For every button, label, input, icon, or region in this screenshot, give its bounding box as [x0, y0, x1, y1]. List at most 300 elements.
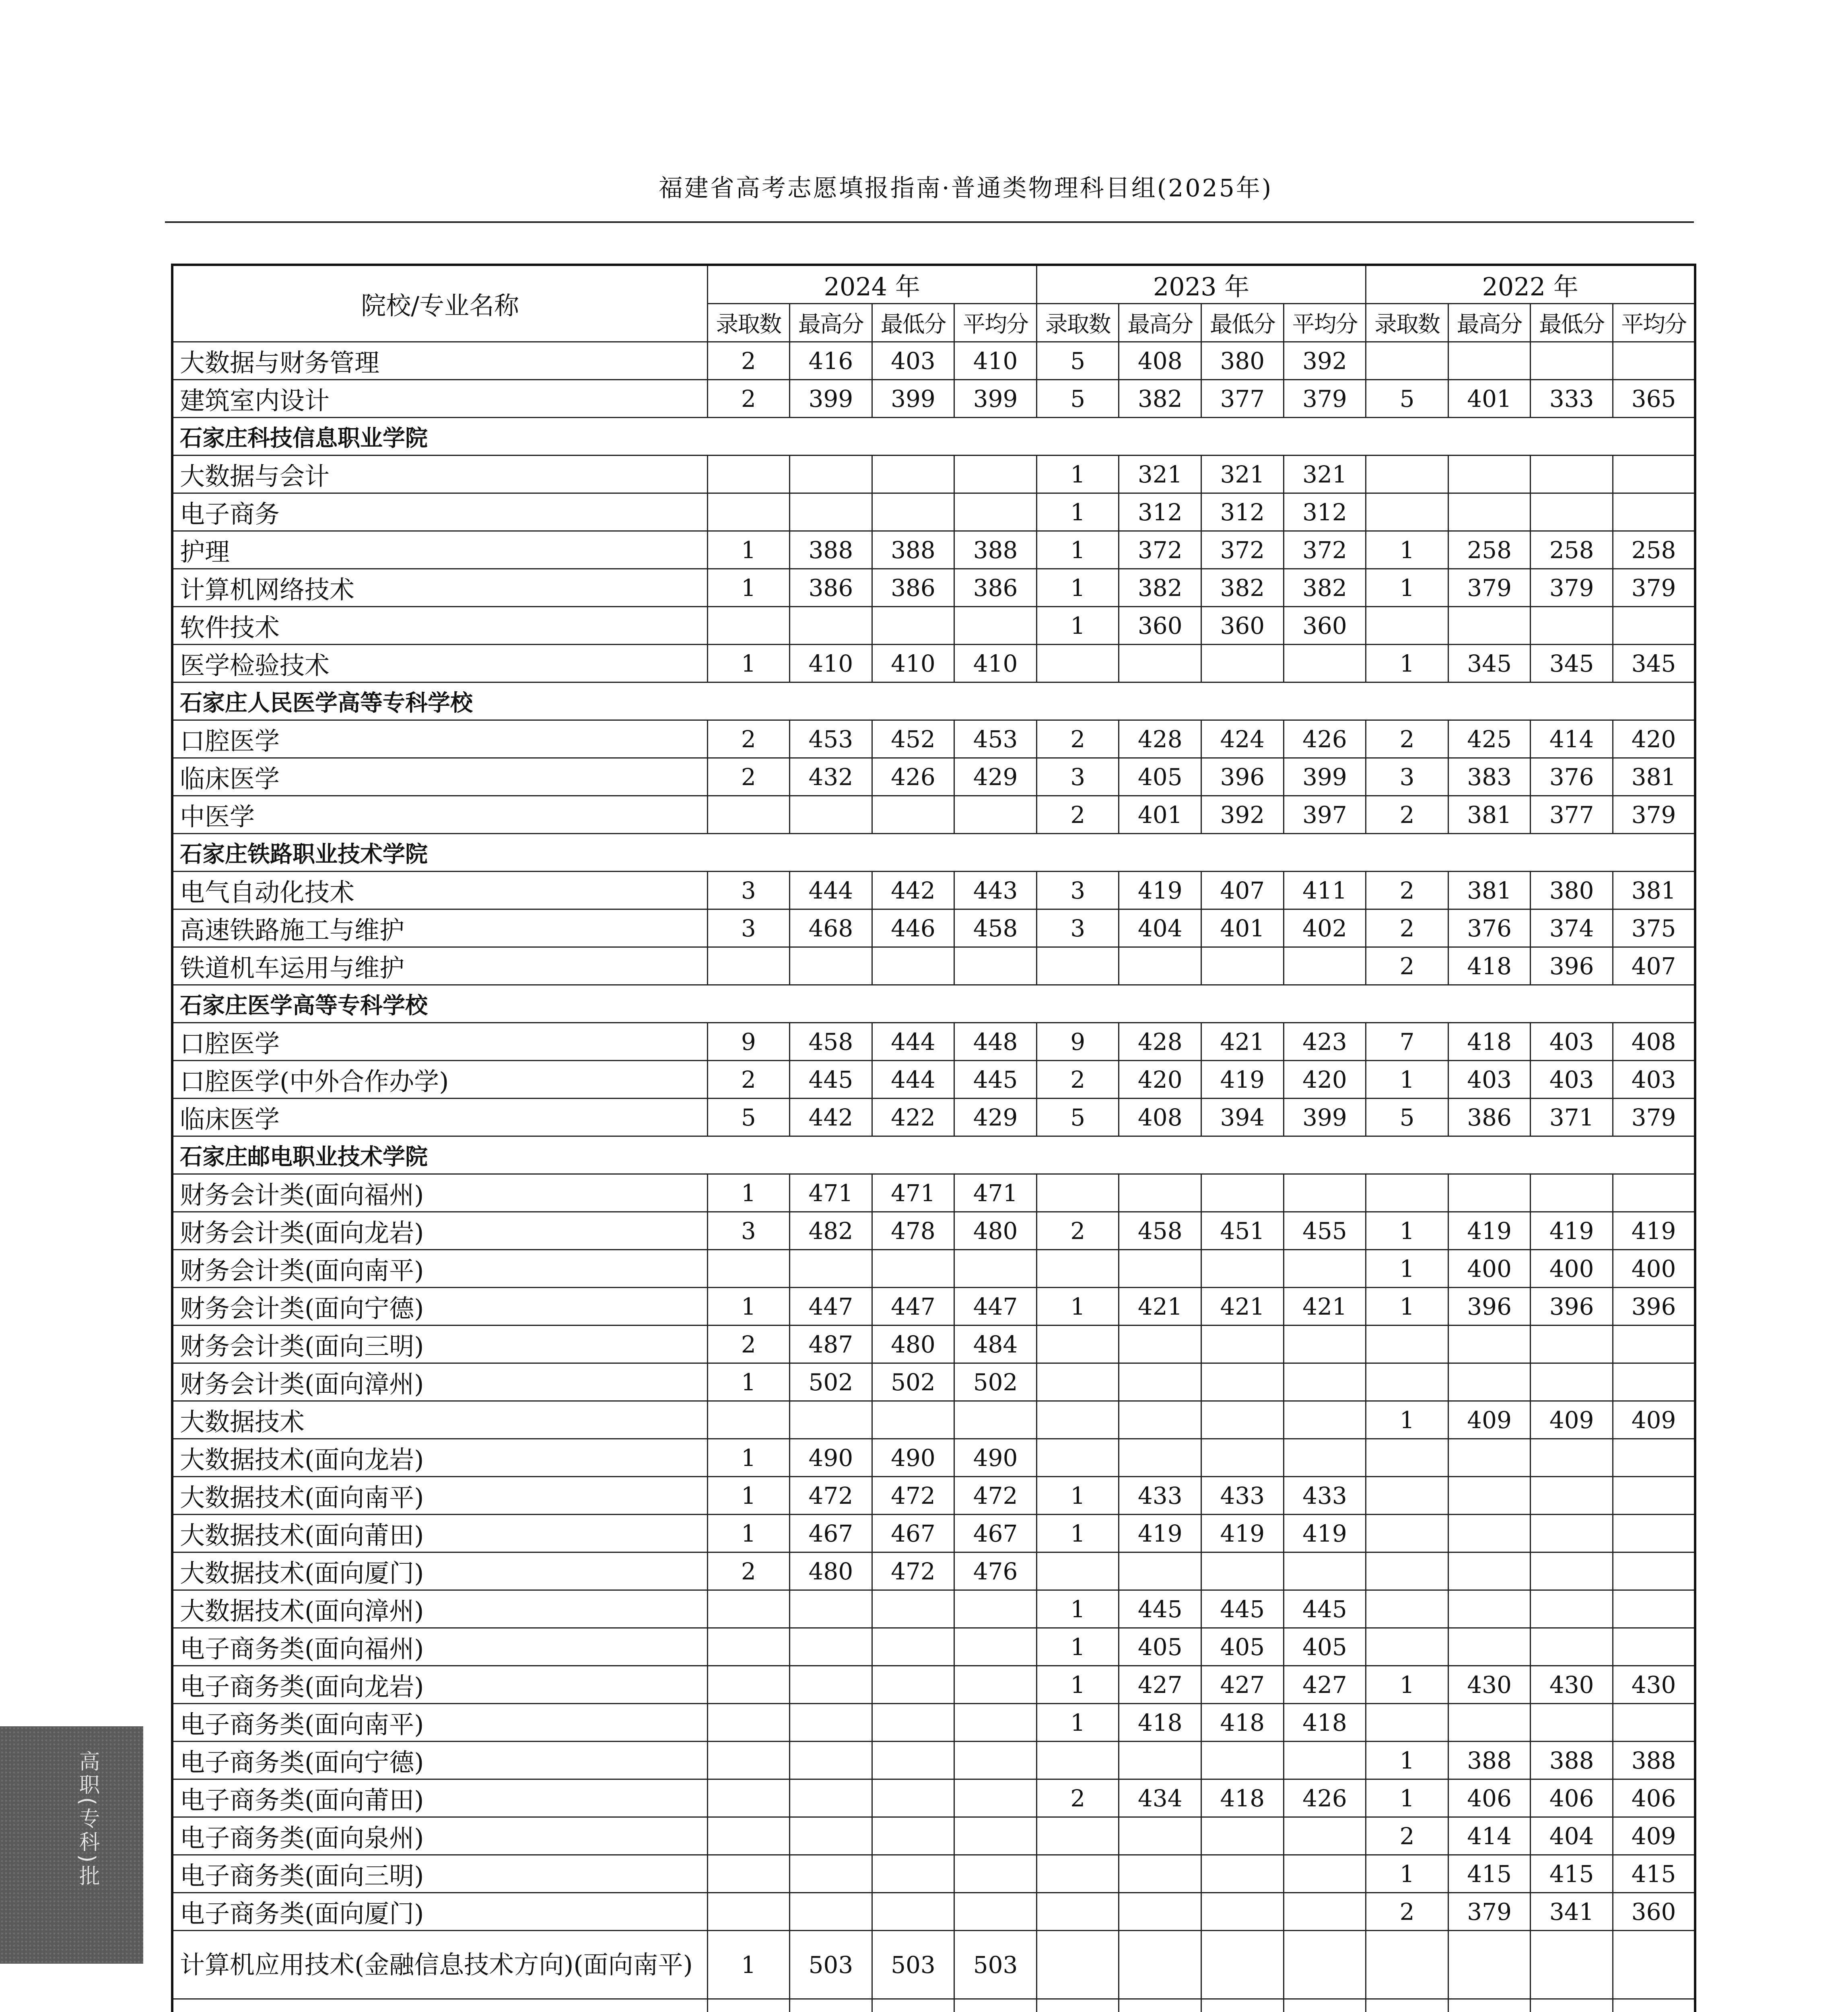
metric-header: 录取数: [707, 304, 790, 342]
score-cell: [1448, 1439, 1531, 1477]
score-cell: [1531, 1704, 1613, 1742]
table-body: [172, 342, 1695, 2012]
score-cell: [1036, 1363, 1119, 1401]
score-cell: 379: [1531, 569, 1613, 607]
score-cell: 405: [1119, 758, 1201, 796]
score-cell: [1448, 342, 1531, 380]
score-cell: 1: [1366, 1666, 1448, 1704]
score-cell: [1448, 1326, 1531, 1363]
score-cell: 482: [790, 1212, 872, 1250]
score-cell: [1366, 1515, 1448, 1552]
score-cell: 1: [1366, 1742, 1448, 1779]
score-cell: 1: [1366, 569, 1448, 607]
score-cell: 341: [1531, 1893, 1613, 1931]
year-header-2024: 2024 年: [707, 265, 1036, 304]
table-row: [172, 1477, 1695, 1515]
score-cell: 1: [1366, 1401, 1448, 1439]
score-cell: 5: [1036, 1099, 1119, 1136]
score-cell: 458: [954, 909, 1037, 947]
score-cell: [872, 456, 954, 493]
score-cell: [1613, 342, 1696, 380]
score-cell: 2: [1366, 1817, 1448, 1855]
score-cell: 2: [1036, 1779, 1119, 1817]
score-cell: 5: [1366, 1099, 1448, 1136]
score-cell: 428: [1119, 720, 1201, 758]
score-cell: [707, 1590, 790, 1628]
score-cell: 421: [1119, 1288, 1201, 1326]
score-cell: [1036, 1552, 1119, 1590]
score-cell: 420: [1284, 1061, 1366, 1099]
major-name: 大数据技术(面向厦门): [172, 1552, 707, 1590]
table-row: [172, 1628, 1695, 1666]
score-cell: 2: [707, 758, 790, 796]
score-cell: [1366, 1363, 1448, 1401]
major-name: 财务会计类(面向福州): [172, 1174, 707, 1212]
table-row: [172, 1590, 1695, 1628]
column-header-name: 院校/专业名称: [172, 265, 707, 342]
score-cell: 409: [1613, 1401, 1696, 1439]
score-cell: 480: [954, 1212, 1037, 1250]
score-cell: [1366, 1628, 1448, 1666]
metric-header: 最高分: [1448, 304, 1531, 342]
score-cell: 478: [872, 1212, 954, 1250]
score-cell: 399: [790, 380, 872, 418]
major-name: 财务会计类(面向三明): [172, 1326, 707, 1363]
major-name: 电子商务类(面向泉州): [172, 1817, 707, 1855]
major-name: 高速铁路施工与维护: [172, 909, 707, 947]
score-cell: [1119, 1931, 1201, 1999]
score-cell: 5: [707, 1099, 790, 1136]
score-cell: 1: [707, 569, 790, 607]
major-name: 口腔医学: [172, 720, 707, 758]
score-cell: 382: [1201, 569, 1284, 607]
score-cell: 430: [1448, 1666, 1531, 1704]
score-cell: 392: [1201, 796, 1284, 834]
score-cell: 420: [1119, 1061, 1201, 1099]
score-cell: 321: [1201, 456, 1284, 493]
score-cell: 2: [707, 1326, 790, 1363]
header-rule: [165, 221, 1694, 223]
score-cell: [1201, 645, 1284, 682]
score-cell: 410: [954, 342, 1037, 380]
score-cell: 442: [790, 1099, 872, 1136]
score-cell: [1531, 493, 1613, 531]
score-cell: [1201, 947, 1284, 985]
score-cell: [1366, 1931, 1448, 1999]
score-cell: [1448, 1477, 1531, 1515]
score-cell: 408: [1119, 1099, 1201, 1136]
score-cell: 388: [1613, 1742, 1696, 1779]
score-cell: [872, 1704, 954, 1742]
major-name: 电子商务类(面向福州): [172, 1628, 707, 1666]
score-cell: [1036, 1174, 1119, 1212]
score-cell: 386: [790, 569, 872, 607]
score-cell: 381: [1613, 758, 1696, 796]
score-cell: [1613, 1439, 1696, 1477]
score-cell: 409: [1531, 1401, 1613, 1439]
score-cell: [707, 1742, 790, 1779]
metric-header: 最高分: [790, 304, 872, 342]
table-row: [172, 720, 1695, 758]
score-cell: [1448, 456, 1531, 493]
score-cell: 502: [872, 1363, 954, 1401]
score-cell: 392: [1284, 342, 1366, 380]
score-cell: 429: [954, 1099, 1037, 1136]
score-cell: 381: [1613, 872, 1696, 909]
score-cell: [1448, 1552, 1531, 1590]
score-cell: [1613, 1704, 1696, 1742]
score-cell: [790, 1893, 872, 1931]
score-cell: 421: [1201, 1288, 1284, 1326]
score-cell: 472: [954, 1477, 1037, 1515]
score-cell: [1531, 1552, 1613, 1590]
metric-header: 最低分: [1531, 304, 1613, 342]
score-cell: [954, 456, 1037, 493]
score-cell: [872, 947, 954, 985]
score-cell: 1: [707, 1174, 790, 1212]
score-cell: 421: [1201, 1023, 1284, 1061]
major-name: 大数据技术(面向南平): [172, 1477, 707, 1515]
year-header-2022: 2022 年: [1366, 265, 1695, 304]
score-cell: [1366, 1999, 1448, 2012]
major-name: 电子商务: [172, 493, 707, 531]
score-cell: 403: [1613, 1061, 1696, 1099]
score-cell: 405: [1284, 1628, 1366, 1666]
metric-header: 录取数: [1366, 304, 1448, 342]
major-name: 计算机网络技术: [172, 569, 707, 607]
score-cell: [1201, 1326, 1284, 1363]
score-cell: [954, 1779, 1037, 1817]
score-cell: 407: [1201, 872, 1284, 909]
score-cell: [954, 1628, 1037, 1666]
score-cell: 503: [790, 1931, 872, 1999]
score-cell: 418: [1448, 1023, 1531, 1061]
major-name: 大数据技术(面向龙岩): [172, 1439, 707, 1477]
major-name: 软件技术: [172, 607, 707, 645]
score-cell: [1613, 1590, 1696, 1628]
score-cell: 421: [1284, 1288, 1366, 1326]
score-cell: 467: [790, 1515, 872, 1552]
score-cell: [790, 1999, 872, 2012]
score-cell: 1: [707, 1363, 790, 1401]
score-cell: [707, 1817, 790, 1855]
score-cell: [872, 1779, 954, 1817]
major-name: 大数据技术(面向漳州): [172, 1590, 707, 1628]
table-row: [172, 493, 1695, 531]
score-cell: 372: [1119, 531, 1201, 569]
score-cell: 419: [1119, 1515, 1201, 1552]
score-cell: 399: [954, 380, 1037, 418]
score-cell: 1: [1036, 1515, 1119, 1552]
score-cell: 433: [1119, 1477, 1201, 1515]
score-cell: 447: [954, 1288, 1037, 1326]
score-cell: [872, 796, 954, 834]
score-cell: [1119, 947, 1201, 985]
score-cell: [1036, 645, 1119, 682]
score-cell: 418: [1119, 1704, 1201, 1742]
score-cell: [954, 607, 1037, 645]
score-cell: [1119, 1893, 1201, 1931]
score-cell: [1201, 1174, 1284, 1212]
score-cell: 379: [1448, 569, 1531, 607]
score-cell: [707, 947, 790, 985]
score-cell: [872, 1893, 954, 1931]
score-cell: 394: [1201, 1099, 1284, 1136]
score-cell: 1: [1366, 531, 1448, 569]
score-cell: 1: [1036, 1590, 1119, 1628]
score-cell: [872, 1628, 954, 1666]
score-cell: 386: [1448, 1099, 1531, 1136]
table-row: [172, 1401, 1695, 1439]
score-cell: [707, 1628, 790, 1666]
score-cell: [1036, 1326, 1119, 1363]
score-cell: [954, 1401, 1037, 1439]
score-cell: 1: [1036, 456, 1119, 493]
score-cell: 2: [1366, 796, 1448, 834]
score-cell: 414: [1448, 1817, 1531, 1855]
table-row: [172, 1552, 1695, 1590]
score-cell: 502: [954, 1363, 1037, 1401]
score-cell: 381: [1448, 872, 1531, 909]
score-cell: 419: [1284, 1515, 1366, 1552]
table-row: [172, 645, 1695, 682]
major-name: 电子商务类(面向三明): [172, 1855, 707, 1893]
score-cell: [707, 456, 790, 493]
score-cell: [1366, 1174, 1448, 1212]
score-cell: [1531, 1477, 1613, 1515]
score-cell: [1531, 1590, 1613, 1628]
score-cell: 419: [1531, 1212, 1613, 1250]
score-cell: [1613, 1931, 1696, 1999]
score-cell: 444: [872, 1061, 954, 1099]
score-cell: 451: [1201, 1212, 1284, 1250]
score-cell: 388: [1448, 1742, 1531, 1779]
major-name: 电子商务类(面向莆田): [172, 1779, 707, 1817]
score-cell: 1: [707, 1515, 790, 1552]
score-cell: 433: [1284, 1477, 1366, 1515]
major-name: 铁道机车运用与维护: [172, 947, 707, 985]
score-cell: 2: [1366, 720, 1448, 758]
score-cell: [1366, 1439, 1448, 1477]
score-cell: 424: [1201, 720, 1284, 758]
score-cell: [707, 1855, 790, 1893]
score-cell: [790, 1817, 872, 1855]
table-row: [172, 1061, 1695, 1099]
score-cell: 1: [1036, 569, 1119, 607]
score-cell: [954, 1817, 1037, 1855]
score-cell: [1119, 645, 1201, 682]
score-cell: 404: [1119, 909, 1201, 947]
score-cell: 446: [872, 909, 954, 947]
score-cell: [1366, 1552, 1448, 1590]
score-cell: [790, 1704, 872, 1742]
score-cell: 455: [1284, 1212, 1366, 1250]
score-cell: 397: [1284, 796, 1366, 834]
score-cell: 1: [1366, 645, 1448, 682]
score-cell: 422: [872, 1099, 954, 1136]
score-cell: 3: [1366, 758, 1448, 796]
score-cell: 487: [790, 1326, 872, 1363]
score-cell: 445: [790, 1061, 872, 1099]
score-cell: 1: [1036, 1704, 1119, 1742]
score-cell: 472: [790, 1477, 872, 1515]
score-cell: 1: [1366, 1779, 1448, 1817]
score-cell: 2: [707, 1061, 790, 1099]
major-name: 财务会计类(面向宁德): [172, 1288, 707, 1326]
score-cell: 411: [1284, 872, 1366, 909]
score-cell: [707, 493, 790, 531]
major-name: 大数据技术: [172, 1401, 707, 1439]
score-cell: 419: [1613, 1212, 1696, 1250]
table-row: [172, 1439, 1695, 1477]
score-cell: 5: [1036, 380, 1119, 418]
score-cell: [1531, 1931, 1613, 1999]
score-cell: [954, 493, 1037, 531]
score-cell: 1: [1366, 1855, 1448, 1893]
score-cell: [1531, 1363, 1613, 1401]
score-cell: 401: [1201, 909, 1284, 947]
school-name: 石家庄医学高等专科学校: [172, 985, 1695, 1023]
score-cell: 476: [954, 1552, 1037, 1590]
score-cell: 379: [1284, 380, 1366, 418]
table-row: [172, 1099, 1695, 1136]
score-cell: 345: [1531, 645, 1613, 682]
score-cell: 379: [1613, 1099, 1696, 1136]
score-cell: [954, 1666, 1037, 1704]
table-row: [172, 1250, 1695, 1288]
score-cell: [1531, 1174, 1613, 1212]
major-name: 电子商务类(面向宁德): [172, 1742, 707, 1779]
score-cell: 400: [1531, 1250, 1613, 1288]
major-name: 大数据技术(面向莆田): [172, 1515, 707, 1552]
year-header-2023: 2023 年: [1036, 265, 1366, 304]
score-cell: 1: [707, 1477, 790, 1515]
score-cell: 372: [1284, 531, 1366, 569]
score-cell: 445: [954, 1061, 1037, 1099]
score-cell: 458: [790, 1023, 872, 1061]
score-cell: [1531, 1326, 1613, 1363]
score-cell: 345: [1613, 645, 1696, 682]
table-row: [172, 1704, 1695, 1742]
table-row: [172, 380, 1695, 418]
major-name: 财务会计类(面向龙岩): [172, 1212, 707, 1250]
score-cell: 2: [1036, 796, 1119, 834]
score-cell: 405: [1119, 1628, 1201, 1666]
score-cell: 427: [1119, 1666, 1201, 1704]
score-cell: 410: [790, 645, 872, 682]
table-row: [172, 1023, 1695, 1061]
score-cell: [707, 1893, 790, 1931]
score-cell: 379: [1613, 796, 1696, 834]
score-cell: [1613, 1363, 1696, 1401]
score-cell: [1036, 1893, 1119, 1931]
score-cell: [1201, 1893, 1284, 1931]
score-cell: [1119, 1174, 1201, 1212]
score-cell: 433: [1201, 1477, 1284, 1515]
score-cell: 405: [1201, 1628, 1284, 1666]
score-cell: 1: [1036, 1288, 1119, 1326]
score-cell: 396: [1613, 1288, 1696, 1326]
table-row: [172, 569, 1695, 607]
score-cell: 386: [872, 569, 954, 607]
score-cell: [954, 1742, 1037, 1779]
score-cell: 467: [872, 1515, 954, 1552]
score-cell: [1036, 1439, 1119, 1477]
metric-header: 平均分: [954, 304, 1037, 342]
score-cell: 419: [1119, 872, 1201, 909]
score-cell: 1: [1366, 1061, 1448, 1099]
score-cell: [1036, 1999, 1119, 2012]
score-cell: 3: [707, 1212, 790, 1250]
score-cell: 453: [954, 720, 1037, 758]
score-cell: 399: [872, 380, 954, 418]
score-cell: 490: [954, 1439, 1037, 1477]
score-cell: 2: [1366, 1893, 1448, 1931]
score-cell: [1201, 1363, 1284, 1401]
score-cell: 408: [1119, 342, 1201, 380]
score-cell: 447: [872, 1288, 954, 1326]
score-cell: [790, 1779, 872, 1817]
major-name: 临床医学: [172, 1099, 707, 1136]
score-cell: [790, 1590, 872, 1628]
score-cell: [1613, 1999, 1696, 2012]
score-cell: 471: [872, 1174, 954, 1212]
score-cell: [707, 1704, 790, 1742]
score-cell: 1: [1036, 1628, 1119, 1666]
table-row: [172, 909, 1695, 947]
score-cell: [954, 1999, 1037, 2012]
score-cell: 2: [1366, 909, 1448, 947]
score-cell: 3: [1036, 909, 1119, 947]
score-cell: 2: [707, 720, 790, 758]
table-row: [172, 1931, 1695, 1999]
score-cell: 360: [1284, 607, 1366, 645]
score-cell: 258: [1531, 531, 1613, 569]
score-cell: [1366, 1704, 1448, 1742]
score-cell: [954, 1590, 1037, 1628]
score-cell: 380: [1531, 872, 1613, 909]
score-cell: 503: [954, 1931, 1037, 1999]
score-cell: 503: [872, 1931, 954, 1999]
score-cell: 415: [1531, 1855, 1613, 1893]
score-cell: [1284, 1817, 1366, 1855]
score-cell: [1531, 342, 1613, 380]
major-name: 大数据与会计: [172, 456, 707, 493]
score-cell: [872, 1401, 954, 1439]
score-cell: [1448, 1628, 1531, 1666]
score-cell: [1448, 493, 1531, 531]
score-cell: 1: [707, 645, 790, 682]
table-row: [172, 947, 1695, 985]
score-cell: [1284, 1999, 1366, 2012]
score-cell: 377: [1531, 796, 1613, 834]
score-cell: [1448, 1363, 1531, 1401]
score-cell: 423: [1284, 1023, 1366, 1061]
score-cell: 426: [1284, 1779, 1366, 1817]
score-cell: [707, 1250, 790, 1288]
score-cell: [1201, 1439, 1284, 1477]
score-cell: 415: [1613, 1855, 1696, 1893]
score-cell: 408: [1613, 1023, 1696, 1061]
score-cell: 1: [707, 531, 790, 569]
score-cell: [790, 1666, 872, 1704]
table-row: [172, 1363, 1695, 1401]
school-name: 石家庄人民医学高等专科学校: [172, 682, 1695, 720]
score-cell: 472: [872, 1552, 954, 1590]
score-cell: 490: [790, 1439, 872, 1477]
score-cell: [1613, 1552, 1696, 1590]
score-cell: [1119, 1855, 1201, 1893]
